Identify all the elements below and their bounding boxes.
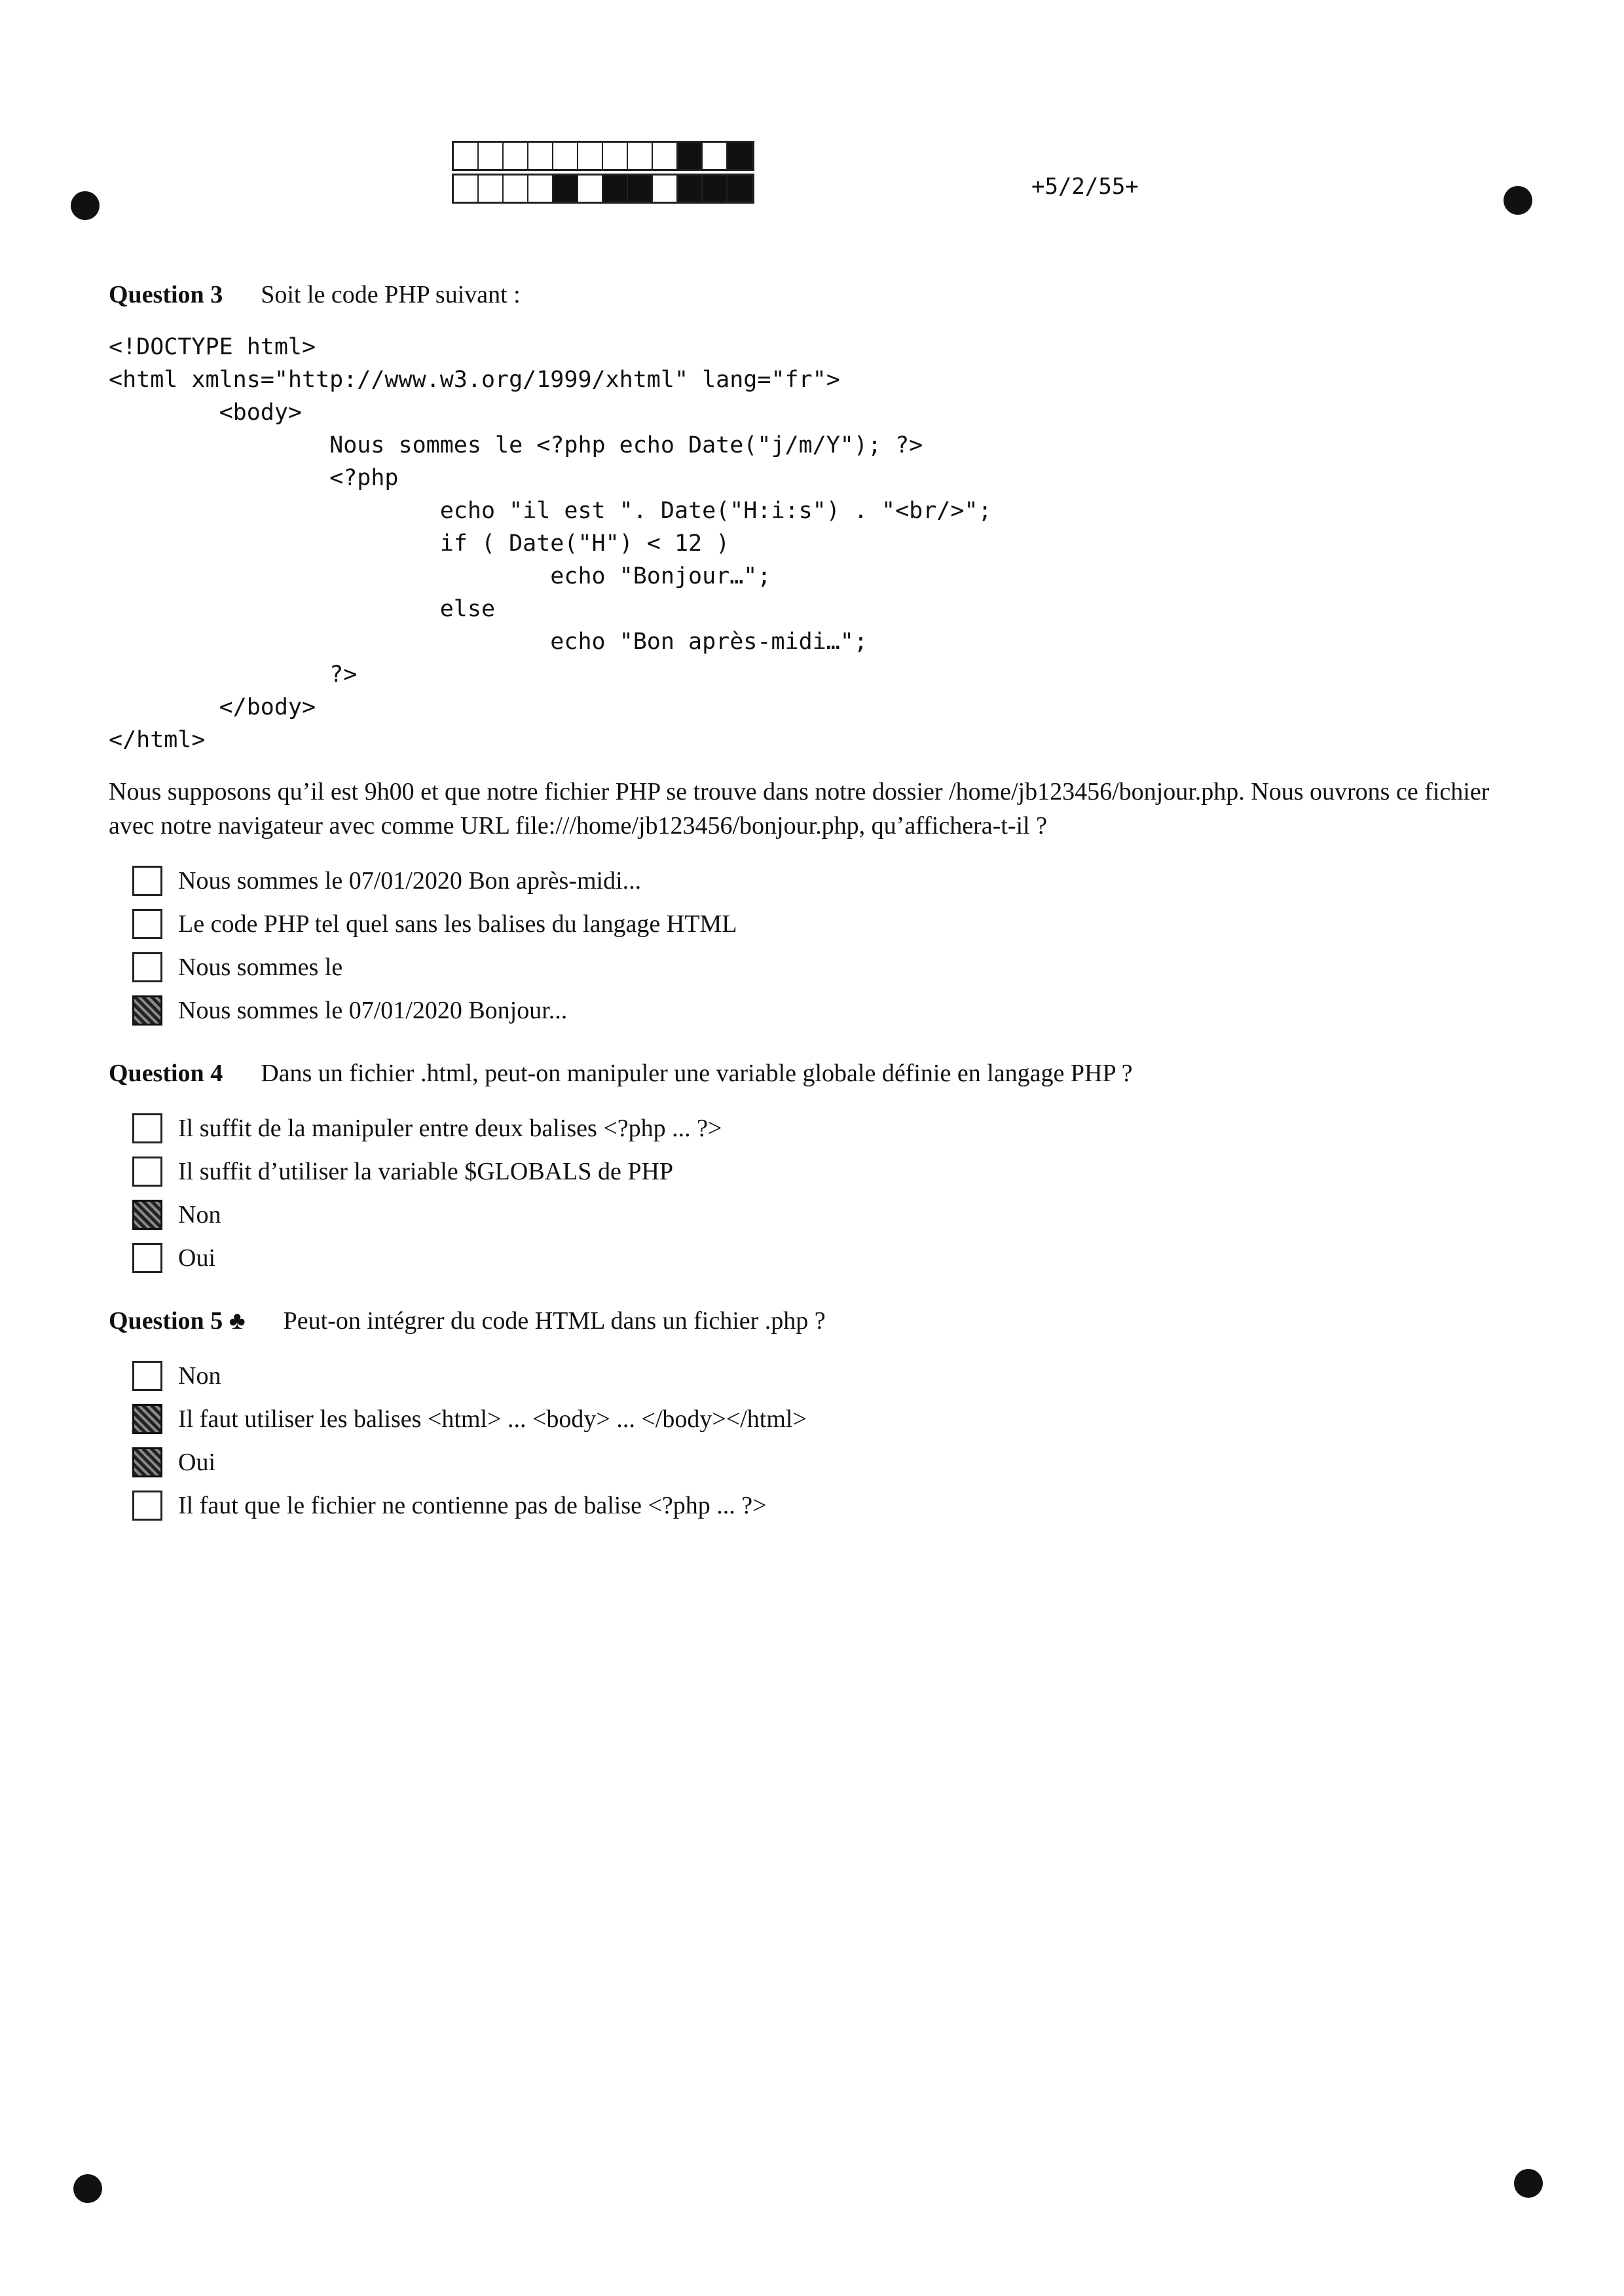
q3-option-3[interactable]: [132, 952, 342, 982]
id-code-row-2: [452, 174, 754, 204]
q3-option-4-checkbox[interactable]: [132, 995, 162, 1026]
q3-option-2-checkbox[interactable]: [132, 909, 162, 939]
q4-option-4[interactable]: [132, 1243, 215, 1273]
id-code-cell: [578, 176, 603, 202]
q3-option-3-checkbox[interactable]: [132, 952, 162, 982]
question-3-label: Question 3: [109, 281, 223, 308]
question-5-header: [109, 1306, 826, 1335]
q5-option-2-checkbox[interactable]: [132, 1404, 162, 1434]
q3-option-2[interactable]: [132, 909, 737, 939]
q5-option-4-checkbox[interactable]: [132, 1491, 162, 1521]
registration-mark-top-left: [71, 191, 100, 220]
id-code-cell: [728, 176, 752, 202]
id-code-cell: [653, 176, 678, 202]
q4-option-2[interactable]: [132, 1157, 673, 1187]
q5-option-1-checkbox[interactable]: [132, 1361, 162, 1391]
id-code-cell: [479, 143, 504, 169]
id-code-cell: [553, 176, 578, 202]
id-code-cell: [703, 176, 728, 202]
question-4-header: [109, 1059, 1133, 1088]
id-code-cell: [528, 143, 553, 169]
q3-option-4-label: Nous sommes le 07/01/2020 Bonjour...: [178, 997, 568, 1024]
question-3-text: Soit le code PHP suivant :: [261, 281, 521, 308]
id-code-cell: [454, 143, 479, 169]
q4-option-3-label: Non: [178, 1201, 221, 1229]
id-code-cell: [628, 176, 653, 202]
id-code-cell: [504, 143, 528, 169]
q3-option-1-checkbox[interactable]: [132, 866, 162, 896]
q4-option-4-checkbox[interactable]: [132, 1243, 162, 1273]
q3-option-4[interactable]: [132, 995, 567, 1026]
id-code-cell: [479, 176, 504, 202]
id-code-cell: [454, 176, 479, 202]
q5-option-2[interactable]: [132, 1404, 807, 1434]
id-code-cell: [628, 143, 653, 169]
q5-option-3-label: Oui: [178, 1449, 215, 1476]
id-code-cell: [703, 143, 728, 169]
id-code-cell: [553, 143, 578, 169]
question-4-label: Question 4: [109, 1060, 223, 1087]
registration-mark-bottom-right: [1514, 2169, 1543, 2198]
id-code-cell: [678, 143, 703, 169]
id-code-cell: [504, 176, 528, 202]
id-code-cell: [728, 143, 752, 169]
q5-option-2-label: Il faut utiliser les balises <html> ... <body> ... </body></html>: [178, 1405, 807, 1433]
php-code-block: <!DOCTYPE html> <html xmlns="http://www.w3.org/1999/xhtml" lang="fr"> <body> Nous sommes le <?php echo Date("j/m/Y"); ?> <?php echo "il est ". Date("H:i:s") . "<br/>"; if ( Date("H") < 12 ) echo "Bonjour…"; else echo "Bon après-midi…"; ?> </body> </html>: [109, 334, 992, 753]
q5-option-1[interactable]: [132, 1361, 221, 1391]
id-code-cell: [678, 176, 703, 202]
id-code-cell: [578, 143, 603, 169]
q4-option-2-checkbox[interactable]: [132, 1157, 162, 1187]
q4-option-1-label: Il suffit de la manipuler entre deux balises <?php ... ?>: [178, 1115, 722, 1142]
q5-option-3[interactable]: [132, 1447, 215, 1477]
q5-option-4[interactable]: [132, 1491, 767, 1521]
q3-option-3-label: Nous sommes le: [178, 954, 343, 981]
id-code-cell: [653, 143, 678, 169]
q5-option-1-label: Non: [178, 1362, 221, 1390]
question-3-header: [109, 280, 521, 309]
registration-mark-bottom-left: [73, 2174, 102, 2203]
id-code-cell: [603, 176, 628, 202]
q4-option-3-checkbox[interactable]: [132, 1200, 162, 1230]
id-code-row-1: [452, 141, 754, 171]
question-4-text: Dans un fichier .html, peut-on manipuler une variable globale définie en langage PHP ?: [261, 1060, 1133, 1087]
id-code-cell: [603, 143, 628, 169]
q4-option-1-checkbox[interactable]: [132, 1113, 162, 1143]
q3-option-1[interactable]: [132, 866, 641, 896]
question-5-text: Peut-on intégrer du code HTML dans un fichier .php ?: [283, 1307, 826, 1335]
id-code-cell: [528, 176, 553, 202]
q4-option-3[interactable]: [132, 1200, 221, 1230]
q3-option-2-label: Le code PHP tel quel sans les balises du langage HTML: [178, 910, 737, 938]
q5-option-3-checkbox[interactable]: [132, 1447, 162, 1477]
q4-option-4-label: Oui: [178, 1244, 215, 1272]
q5-option-4-label: Il faut que le fichier ne contienne pas de balise <?php ... ?>: [178, 1492, 767, 1519]
page-id: +5/2/55+: [1031, 174, 1139, 200]
question-3-paragraph: Nous supposons qu’il est 9h00 et que notre fichier PHP se trouve dans notre dossier /home/jb123456/bonjour.php. Nous ouvrons ce fichier avec notre navigateur avec comme URL file:///home/jb123456/bonjour.php, qu’affichera-t-il ?: [109, 778, 1490, 840]
q4-option-2-label: Il suffit d’utiliser la variable $GLOBALS de PHP: [178, 1158, 674, 1185]
registration-mark-top-right: [1504, 186, 1532, 215]
question-5-label: Question 5 ♣: [109, 1307, 246, 1335]
q3-option-1-label: Nous sommes le 07/01/2020 Bon après-midi...: [178, 867, 642, 895]
q4-option-1[interactable]: [132, 1113, 722, 1143]
